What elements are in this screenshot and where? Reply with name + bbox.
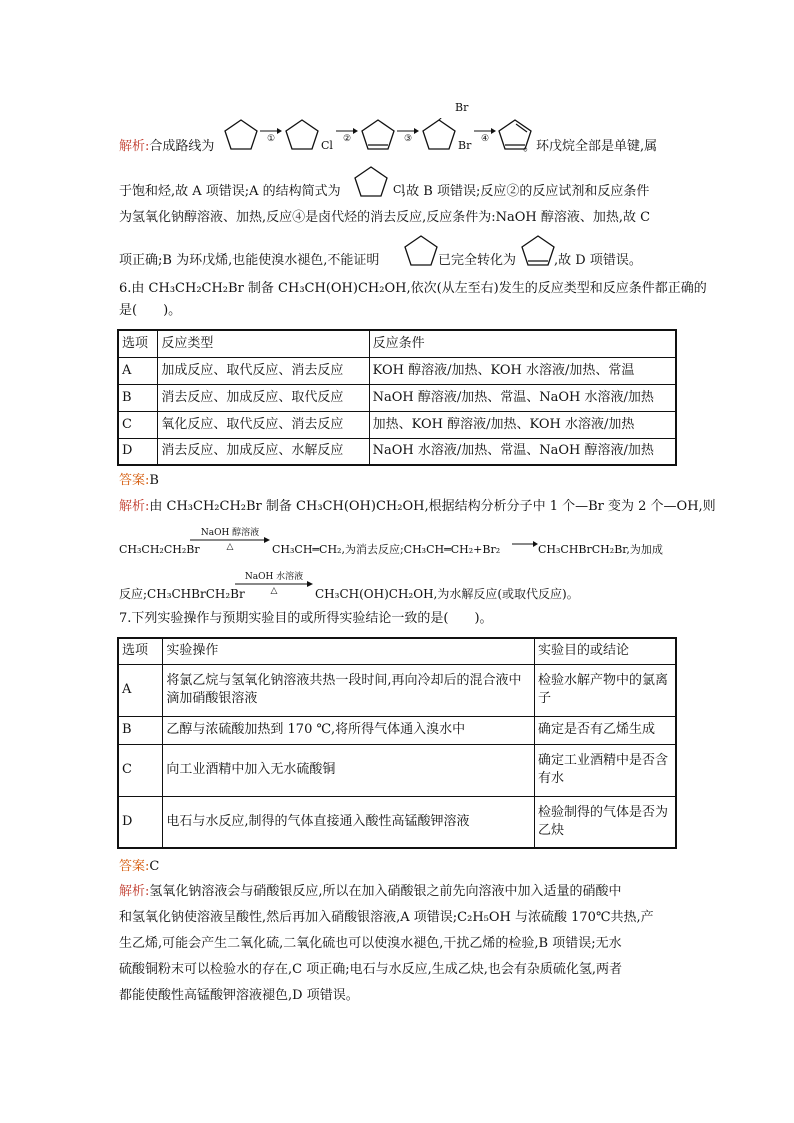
q7-answer xyxy=(119,857,159,877)
q7-cell-option: C xyxy=(118,744,163,796)
step-3-label: ③ xyxy=(403,134,413,144)
q7-cell-conclusion: 确定是否有乙烯生成 xyxy=(534,716,676,744)
q7-cell-operation: 电石与水反应,制得的气体直接通入酸性高锰酸钾溶液 xyxy=(163,796,535,848)
q6-stem-line2: 是( )。 xyxy=(119,303,182,318)
answer-value: B xyxy=(149,473,159,488)
q7-cell-option: D xyxy=(118,796,163,848)
table-row xyxy=(118,384,676,411)
q6-cell-option: C xyxy=(118,411,158,438)
q7-header-option: 选项 xyxy=(118,638,163,664)
block5-line2b: ,故 B 项错误;反应②的反应试剂和反应条件 xyxy=(402,184,650,199)
table-row xyxy=(118,716,676,744)
block5-line4b: 已完全转化为 xyxy=(438,253,517,268)
step-1-label: ① xyxy=(266,134,276,144)
q7-cell-option: A xyxy=(118,664,163,716)
compound-a-structure xyxy=(353,165,393,199)
q6-cell-condition: KOH 醇溶液/加热、KOH 水溶液/加热、常温 xyxy=(369,357,676,384)
q6-eq2-left: 反应;CH₃CHBrCH₂Br xyxy=(119,587,245,601)
q7-header-conclusion: 实验目的或结论 xyxy=(534,638,676,664)
br-substituent-right: Br xyxy=(458,139,472,152)
eq2-arrow-below: △ xyxy=(270,586,278,596)
eq1-arrow xyxy=(190,528,270,552)
cl-substituent: Cl xyxy=(321,139,333,152)
block5-line1 xyxy=(119,137,214,157)
q6-header-type: 反应类型 xyxy=(158,330,369,357)
route-intro: 合成路线为 xyxy=(149,139,215,154)
q7-cell-conclusion: 检验水解产物中的氯离子 xyxy=(534,664,676,716)
explanation-label: 解析: xyxy=(119,884,150,899)
q6-explanation-line1: 解析:由 CH₃CH₂CH₂Br 制备 CH₃CH(OH)CH₂OH,根据结构分析分子中 1 个—Br 变为 2 个—OH,则 xyxy=(119,499,716,514)
q6-cell-condition: 加热、KOH 醇溶液/加热、KOH 水溶液/加热 xyxy=(369,411,676,438)
answer-value: C xyxy=(149,859,160,874)
table-row xyxy=(118,411,676,438)
cyclopentene-structure xyxy=(360,118,396,152)
eq1-arrow-above: NaOH 醇溶液 xyxy=(200,528,260,538)
q6-cell-condition: NaOH 醇溶液/加热、常温、NaOH 水溶液/加热 xyxy=(369,384,676,411)
table-row xyxy=(118,357,676,384)
cyclopentene-small-structure xyxy=(520,234,556,268)
q6-table xyxy=(117,329,677,466)
q7-cell-conclusion: 检验制得的气体是否为乙炔 xyxy=(534,796,676,848)
eq1-arrow-below: △ xyxy=(226,542,234,552)
q7-explanation-line5: 都能使酸性高锰酸钾溶液褪色,D 项错误。 xyxy=(119,988,359,1003)
q7-header-row xyxy=(118,638,676,664)
table-row xyxy=(118,438,676,465)
br-substituent-top: Br xyxy=(455,101,469,114)
q7-cell-option: B xyxy=(118,716,163,744)
answer-label: 答案: xyxy=(119,859,150,874)
q7-cell-operation: 向工业酒精中加入无水硫酸铜 xyxy=(163,744,535,796)
q6-cell-condition: NaOH 水溶液/加热、常温、NaOH 醇溶液/加热 xyxy=(369,438,676,465)
cyclopentane-structure xyxy=(223,118,259,152)
block5-line1-tail: 。环戊烷全部是单键,属 xyxy=(523,139,658,154)
answer-label: 答案: xyxy=(119,473,150,488)
q7-cell-conclusion: 确定工业酒精中是否含有水 xyxy=(534,744,676,796)
q6-stem-line1: 6.由 CH₃CH₂CH₂Br 制备 CH₃CH(OH)CH₂OH,依次(从左至右)发生的反应类型和反应条件都正确的 xyxy=(119,281,707,296)
q7-cell-operation: 将氯乙烷与氢氧化钠溶液共热一段时间,再向冷却后的混合液中滴加硝酸银溶液 xyxy=(163,664,535,716)
compound-a-cl: Cl xyxy=(393,183,405,196)
q6-cell-option: D xyxy=(118,438,158,465)
table-row xyxy=(118,744,676,796)
block5-line4c: ,故 D 项错误。 xyxy=(554,253,642,268)
q6-header-option: 选项 xyxy=(118,330,158,357)
eq2-arrow xyxy=(235,572,313,596)
table-row xyxy=(118,796,676,848)
arrow-step-1 xyxy=(260,127,282,143)
arrow-step-2 xyxy=(336,127,358,143)
dibromocyclopentane-structure xyxy=(421,118,457,152)
q6-cell-type: 加成反应、取代反应、消去反应 xyxy=(158,357,369,384)
arrow-step-3 xyxy=(397,127,419,143)
q6-eq2-right: CH₃CH(OH)CH₂OH,为水解反应(或取代反应)。 xyxy=(315,587,579,601)
q6-cell-type: 氧化反应、取代反应、消去反应 xyxy=(158,411,369,438)
q7-stem: 7.下列实验操作与预期实验目的或所得实验结论一致的是( )。 xyxy=(119,611,493,626)
step-4-label: ④ xyxy=(480,134,490,144)
q6-cell-type: 消去反应、加成反应、取代反应 xyxy=(158,384,369,411)
table-row xyxy=(118,664,676,716)
q6-cell-type: 消去反应、加成反应、水解反应 xyxy=(158,438,369,465)
q6-eq1-tail: CH₃CHBrCH₂Br,为加成 xyxy=(538,543,663,556)
q6-header-condition: 反应条件 xyxy=(369,330,676,357)
block5-line2a: 于饱和烃,故 A 项错误;A 的结构简式为 xyxy=(119,184,341,199)
q6-header-row xyxy=(118,330,676,357)
eq2-arrow-above: NaOH 水溶液 xyxy=(244,572,304,582)
cyclopentane-small-structure xyxy=(403,234,439,268)
q7-explanation-line2: 和氢氧化钠使溶液呈酸性,然后再加入硝酸银溶液,A 项错误;C₂H₅OH 与浓硫酸 170℃共热,产 xyxy=(119,910,654,925)
q7-explanation-line1: 解析:氢氧化钠溶液会与硝酸银反应,所以在加入硝酸银之前先向溶液中加入适量的硝酸中 xyxy=(119,884,622,899)
q6-cell-option: B xyxy=(118,384,158,411)
block5-line3: 为氢氧化钠醇溶液、加热,反应④是卤代烃的消去反应,反应条件为:NaOH 醇溶液、加热,故 C xyxy=(119,210,651,225)
eq1-arrow-2 xyxy=(512,540,538,556)
q6-eq1-left: CH₃CH₂CH₂Br xyxy=(119,543,200,556)
q6-cell-option: A xyxy=(118,357,158,384)
q7-header-operation: 实验操作 xyxy=(163,638,535,664)
q7-table xyxy=(117,637,677,849)
explanation-label: 解析: xyxy=(119,499,150,514)
q6-answer xyxy=(119,471,159,491)
q7-cell-operation: 乙醇与浓硫酸加热到 170 ℃,将所得气体通入溴水中 xyxy=(163,716,535,744)
q6-eq1-right: CH₃CH═CH₂,为消去反应;CH₃CH═CH₂+Br₂ xyxy=(272,543,501,556)
block5-line4a: 项正确;B 为环戊烯,也能使溴水褪色,不能证明 xyxy=(119,253,380,268)
step-2-label: ② xyxy=(342,134,352,144)
explanation-label: 解析: xyxy=(119,139,150,154)
arrow-step-4 xyxy=(474,127,496,143)
chlorocyclopentane-structure xyxy=(284,118,320,152)
q7-explanation-line3: 生乙烯,可能会产生二氧化硫,二氧化硫也可以使溴水褪色,干扰乙烯的检验,B 项错误;无水 xyxy=(119,936,622,951)
q7-explanation-line4: 硫酸铜粉末可以检验水的存在,C 项正确;电石与水反应,生成乙炔,也会有杂质硫化氢,两者 xyxy=(119,962,622,977)
